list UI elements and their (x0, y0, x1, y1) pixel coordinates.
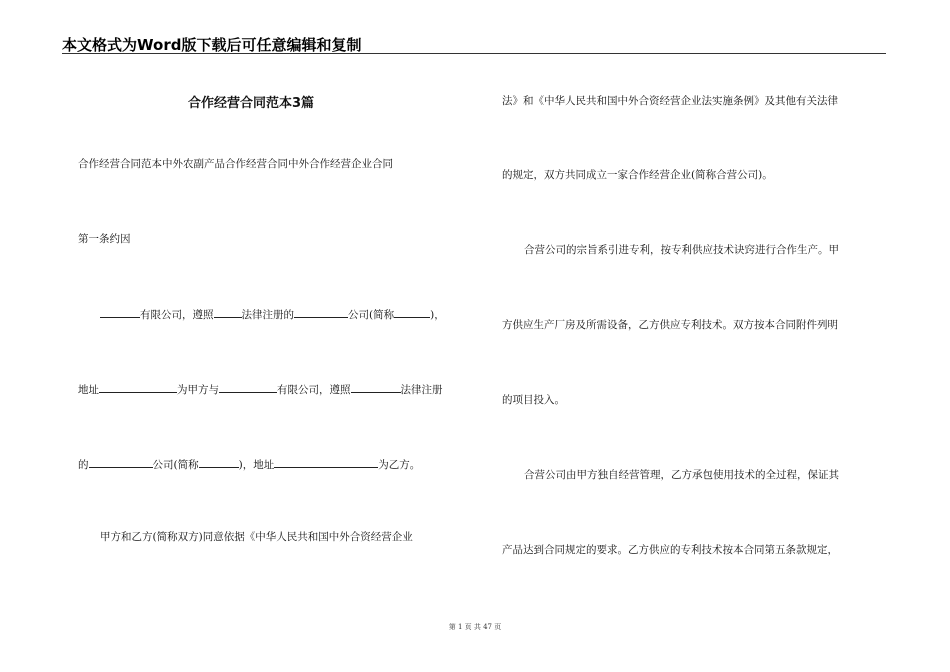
party-b-line (78, 456, 420, 472)
right-line-1: 法》和《中华人民共和国中外合资经营企业法实施条例》及其他有关法律 (502, 95, 838, 107)
right-line-6: 合营公司由甲方独自经营管理，乙方承包使用技术的全过程，保证其 (524, 469, 839, 481)
right-line-5: 的项目投入。 (502, 394, 565, 406)
text-segment: 法律注册的 (241, 309, 294, 321)
text-segment: 有限公司，遵照 (140, 309, 214, 321)
page-number-footer: 第 1 页 共 47 页 (448, 623, 502, 631)
blank-field (99, 381, 177, 393)
intro-line: 合作经营合同范本中外农副产品合作经营合同中外合作经营企业合同 (78, 158, 393, 170)
header-divider (62, 53, 886, 54)
party-a-line-1 (100, 306, 445, 322)
right-line-7: 产品达到合同规定的要求。乙方供应的专利技术按本合同第五条款规定， (502, 544, 838, 556)
party-a-line-2 (78, 381, 443, 397)
blank-field (274, 456, 378, 468)
blank-field (394, 306, 430, 318)
text-segment: 地址 (78, 384, 99, 396)
blank-field (351, 381, 401, 393)
text-segment: 有限公司，遵照 (277, 384, 351, 396)
text-segment: 公司(简称 (152, 459, 199, 471)
right-line-3: 合营公司的宗旨系引进专利，按专利供应技术诀窍进行合作生产。甲 (524, 244, 839, 256)
right-line-2: 的规定，双方共同成立一家合作经营企业(简称合营公司)。 (502, 169, 773, 181)
document-title: 合作经营合同范本3篇 (188, 96, 315, 111)
text-segment: 为甲方与 (177, 384, 219, 396)
article-heading: 第一条约因 (78, 233, 131, 245)
text-segment: 公司(简称 (348, 309, 395, 321)
agreement-basis-line: 甲方和乙方(简称双方)同意依据《中华人民共和国中外合资经营企业 (100, 531, 413, 543)
text-segment: )，地址 (238, 459, 275, 471)
text-segment: 法律注册 (400, 384, 443, 396)
text-segment: )， (430, 309, 445, 321)
text-segment: 为乙方。 (378, 459, 421, 471)
blank-field (199, 456, 239, 468)
text-segment: 的 (78, 459, 89, 471)
blank-field (294, 306, 348, 318)
blank-field (219, 381, 277, 393)
right-line-4: 方供应生产厂房及所需设备，乙方供应专利技术。双方按本合同附件列明 (502, 319, 838, 331)
blank-field (214, 306, 242, 318)
blank-field (100, 306, 140, 318)
blank-field (89, 456, 153, 468)
document-header-banner: 本文格式为Word版下载后可任意编辑和复制 (62, 36, 362, 54)
